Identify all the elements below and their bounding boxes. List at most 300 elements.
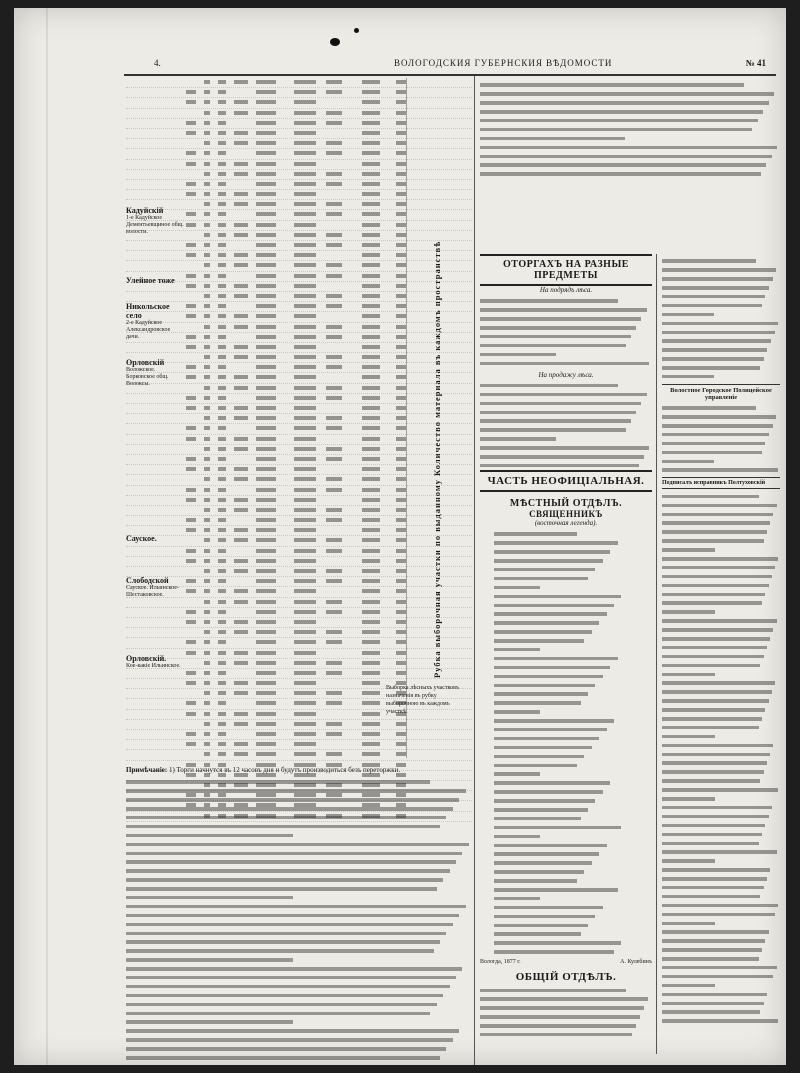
table-cell-print: [218, 274, 226, 278]
table-cell-print: [326, 111, 342, 115]
inner-column-divider: [656, 254, 657, 1054]
table-cell-print: [396, 742, 406, 746]
table-cell-print: [396, 100, 406, 104]
table-cell-print: [326, 549, 342, 553]
table-cell-print: [234, 80, 248, 84]
table-cell-print: [204, 579, 210, 583]
entity-label-5: Сауское.: [126, 534, 157, 543]
table-cell-print: [294, 406, 316, 410]
table-cell-print: [234, 630, 248, 634]
print-line: [480, 1024, 636, 1028]
table-cell-print: [294, 345, 316, 349]
table-cell-print: [218, 447, 226, 451]
table-cell-print: [294, 447, 316, 451]
side-column: [662, 254, 780, 1028]
table-cell-print: [256, 131, 276, 135]
table-cell-print: [218, 528, 226, 532]
table-cell-print: [362, 325, 380, 329]
print-line: [662, 975, 773, 979]
print-line: [662, 322, 778, 326]
print-line: [662, 601, 762, 605]
table-cell-print: [234, 447, 248, 451]
table-cell-print: [204, 640, 210, 644]
print-line: [494, 692, 588, 696]
table-cell-print: [362, 223, 380, 227]
table-cell-print: [204, 263, 210, 267]
print-line: [480, 163, 766, 167]
print-line: [494, 941, 621, 945]
table-cell-print: [396, 457, 406, 461]
table-row: [126, 608, 472, 618]
print-line: [662, 904, 778, 908]
print-line: [662, 584, 769, 588]
table-cell-print: [186, 100, 196, 104]
table-cell-print: [256, 396, 276, 400]
table-cell-print: [204, 233, 210, 237]
table-row: [126, 149, 472, 159]
table-cell-print: [294, 141, 316, 145]
table-cell-print: [186, 212, 196, 216]
table-cell-print: [234, 600, 248, 604]
table-cell-print: [396, 488, 406, 492]
table-cell-print: [294, 498, 316, 502]
table-cell-print: [186, 192, 196, 196]
table-cell-print: [234, 284, 248, 288]
table-cell-print: [204, 722, 210, 726]
table-cell-print: [362, 162, 380, 166]
table-cell-print: [294, 732, 316, 736]
side-text-2: [662, 406, 780, 472]
print-line: [494, 612, 607, 616]
table-cell-print: [204, 223, 210, 227]
table-cell-print: [256, 284, 276, 288]
table-cell-print: [256, 630, 276, 634]
table-cell-print: [204, 274, 210, 278]
table-cell-print: [294, 263, 316, 267]
table-cell-print: [218, 121, 226, 125]
table-cell-print: [204, 447, 210, 451]
table-cell-print: [396, 447, 406, 451]
table-row: [126, 109, 472, 119]
table-cell-print: [326, 538, 342, 542]
print-line: [126, 860, 456, 864]
table-cell-print: [218, 355, 226, 359]
table-cell-print: [218, 610, 226, 614]
table-cell-print: [326, 752, 342, 756]
print-line: [662, 859, 715, 863]
table-cell-print: [204, 284, 210, 288]
table-cell-print: [396, 151, 406, 155]
table-cell-print: [204, 732, 210, 736]
table-cell-print: [256, 488, 276, 492]
table-cell-print: [362, 538, 380, 542]
table-cell-print: [362, 742, 380, 746]
table-cell-print: [396, 345, 406, 349]
table-cell-print: [204, 712, 210, 716]
print-line: [494, 817, 581, 821]
print-line: [662, 566, 775, 570]
table-cell-print: [256, 498, 276, 502]
table-cell-print: [326, 263, 342, 267]
table-cell-print: [256, 477, 276, 481]
table-cell-print: [256, 111, 276, 115]
table-cell-print: [218, 263, 226, 267]
table-cell-print: [234, 691, 248, 695]
table-cell-print: [204, 538, 210, 542]
print-line: [494, 924, 588, 928]
unofficial-section: [480, 470, 652, 1042]
newspaper-title: ВОЛОГОДСКИЯ ГУБЕРНСКИЯ ВѢДОМОСТИ: [394, 58, 613, 68]
table-cell-print: [186, 375, 196, 379]
table-cell-print: [396, 192, 406, 196]
table-cell-print: [186, 610, 196, 614]
table-cell-print: [294, 701, 316, 705]
table-cell-print: [362, 498, 380, 502]
table-cell-print: [218, 284, 226, 288]
table-cell-print: [294, 589, 316, 593]
print-line: [480, 402, 641, 406]
table-cell-print: [186, 335, 196, 339]
print-line: [662, 797, 715, 801]
torgi-heading: ОТОРГАХЪ НА РАЗНЫЕ ПРЕДМЕТЫ: [480, 254, 652, 286]
print-line: [662, 735, 715, 739]
table-row: [126, 394, 472, 404]
table-cell-print: [256, 600, 276, 604]
print-line: [494, 915, 595, 919]
table-cell-print: [326, 600, 342, 604]
table-row: [126, 598, 472, 608]
table-cell-print: [294, 121, 316, 125]
table-row: [126, 292, 472, 302]
table-cell-print: [186, 406, 196, 410]
table-cell-print: [256, 406, 276, 410]
table-cell-print: [326, 355, 342, 359]
table-cell-print: [256, 651, 276, 655]
table-row: [126, 139, 472, 149]
table-row: [126, 628, 472, 638]
table-cell-print: [326, 386, 342, 390]
table-cell-print: [362, 253, 380, 257]
print-line: [480, 997, 648, 1001]
print-line: [494, 728, 607, 732]
table-cell-print: [362, 111, 380, 115]
table-cell-print: [204, 253, 210, 257]
table-cell-print: [234, 651, 248, 655]
table-cell-print: [204, 457, 210, 461]
print-line: [494, 666, 610, 670]
table-cell-print: [326, 508, 342, 512]
table-cell-print: [362, 80, 380, 84]
print-line: [126, 825, 440, 829]
print-line: [662, 548, 715, 552]
torgi-text-2: [480, 384, 652, 468]
table-cell-print: [256, 661, 276, 665]
table-cell-print: [234, 253, 248, 257]
print-line: [662, 259, 756, 263]
table-cell-print: [256, 294, 276, 298]
table-cell-print: [326, 701, 342, 705]
table-cell-print: [218, 375, 226, 379]
table-cell-print: [294, 233, 316, 237]
table-cell-print: [362, 151, 380, 155]
table-cell-print: [256, 640, 276, 644]
table-cell-print: [204, 406, 210, 410]
table-cell-print: [326, 90, 342, 94]
table-cell-print: [234, 263, 248, 267]
table-cell-print: [186, 121, 196, 125]
print-line: [480, 326, 636, 330]
table-cell-print: [396, 559, 406, 563]
table-cell-print: [326, 335, 342, 339]
table-cell-print: [186, 223, 196, 227]
table-cell-print: [294, 722, 316, 726]
table-cell-print: [326, 325, 342, 329]
table-cell-print: [186, 345, 196, 349]
table-cell-print: [204, 294, 210, 298]
table-row: [126, 261, 472, 271]
table-cell-print: [218, 691, 226, 695]
print-line: [480, 146, 777, 150]
table-cell-print: [294, 681, 316, 685]
table-cell-print: [396, 365, 406, 369]
print-line: [126, 1029, 459, 1033]
table-cell-print: [396, 243, 406, 247]
table-cell-print: [326, 172, 342, 176]
table-cell-print: [326, 579, 342, 583]
table-cell-print: [204, 559, 210, 563]
table-cell-print: [362, 90, 380, 94]
print-line: [480, 101, 769, 105]
print-line: [480, 989, 626, 993]
table-cell-print: [204, 325, 210, 329]
table-cell-print: [204, 151, 210, 155]
table-cell-print: [362, 589, 380, 593]
print-line: [662, 357, 764, 361]
poem-date: Вологда, 1877 г.: [480, 959, 521, 966]
table-cell-print: [204, 172, 210, 176]
table-cell-print: [362, 681, 380, 685]
table-cell-print: [326, 80, 342, 84]
table-cell-print: [186, 651, 196, 655]
table-cell-print: [256, 508, 276, 512]
table-cell-print: [396, 671, 406, 675]
table-cell-print: [218, 651, 226, 655]
header-rule: [124, 74, 776, 76]
table-cell-print: [362, 508, 380, 512]
page-number: 4.: [154, 58, 161, 68]
print-line: [126, 789, 466, 793]
table-cell-print: [234, 345, 248, 349]
table-cell-print: [294, 182, 316, 186]
table-cell-print: [294, 528, 316, 532]
table-cell-print: [326, 569, 342, 573]
table-cell-print: [218, 416, 226, 420]
table-cell-print: [218, 640, 226, 644]
print-line: [662, 619, 777, 623]
table-cell-print: [234, 386, 248, 390]
table-row: [126, 98, 472, 108]
table-cell-print: [204, 437, 210, 441]
table-row: [126, 740, 472, 750]
table-cell-print: [234, 528, 248, 532]
table-cell-print: [186, 589, 196, 593]
table-cell-print: [186, 182, 196, 186]
table-cell-print: [294, 304, 316, 308]
table-cell-print: [294, 538, 316, 542]
table-cell-print: [204, 416, 210, 420]
poem-text: [480, 532, 652, 953]
table-cell-print: [256, 437, 276, 441]
table-cell-print: [204, 314, 210, 318]
notes-text: [126, 780, 472, 1059]
table-cell-print: [294, 100, 316, 104]
table-cell-print: [396, 284, 406, 288]
table-cell-print: [204, 375, 210, 379]
side-text-3: [662, 495, 780, 1023]
general-dept-heading: ОБЩІЙ ОТДѢЛЪ.: [515, 971, 617, 984]
table-cell-print: [234, 620, 248, 624]
table-cell-print: [396, 549, 406, 553]
table-cell-print: [204, 691, 210, 695]
table-cell-print: [326, 416, 342, 420]
table-cell-print: [218, 437, 226, 441]
table-cell-print: [326, 274, 342, 278]
print-line: [662, 339, 771, 343]
table-cell-print: [396, 386, 406, 390]
table-cell-print: [326, 447, 342, 451]
table-cell-print: [204, 131, 210, 135]
table-row: [126, 486, 472, 496]
table-cell-print: [186, 437, 196, 441]
table-cell-print: [396, 477, 406, 481]
table-cell-print: [186, 467, 196, 471]
table-cell-print: [234, 294, 248, 298]
print-line: [480, 393, 647, 397]
print-line: [662, 530, 767, 534]
table-cell-print: [256, 263, 276, 267]
print-line: [662, 655, 764, 659]
table-cell-print: [186, 498, 196, 502]
entity-label-7: Орловскій. Кое-какіе Ильинское.: [126, 654, 181, 669]
table-cell-print: [256, 304, 276, 308]
table-cell-print: [204, 365, 210, 369]
table-row: [126, 251, 472, 261]
table-cell-print: [218, 325, 226, 329]
print-line: [662, 1010, 760, 1014]
table-cell-print: [256, 233, 276, 237]
print-line: [662, 806, 772, 810]
table-cell-print: [218, 457, 226, 461]
table-cell-print: [256, 325, 276, 329]
print-line: [662, 815, 769, 819]
table-row: [126, 424, 472, 434]
table-cell-print: [294, 325, 316, 329]
print-line: [126, 1003, 437, 1007]
print-line: [662, 277, 773, 281]
table-cell-print: [234, 355, 248, 359]
table-cell-print: [396, 752, 406, 756]
print-line: [494, 701, 581, 705]
print-line: [126, 940, 440, 944]
table-cell-print: [218, 111, 226, 115]
table-cell-print: [362, 375, 380, 379]
table-cell-print: [204, 111, 210, 115]
notes-block: [126, 766, 472, 1065]
table-cell-print: [294, 508, 316, 512]
notes-label: Примѣчаніе:: [126, 766, 168, 774]
table-cell-print: [326, 233, 342, 237]
table-cell-print: [218, 701, 226, 705]
table-cell-print: [256, 712, 276, 716]
print-line: [662, 788, 778, 792]
print-line: [662, 433, 769, 437]
table-cell-print: [362, 335, 380, 339]
print-line: [662, 842, 759, 846]
print-line: [126, 976, 456, 980]
table-cell-print: [256, 151, 276, 155]
table-cell-print: [186, 243, 196, 247]
table-cell-print: [256, 121, 276, 125]
table-cell-print: [396, 304, 406, 308]
table-cell-print: [256, 416, 276, 420]
table-cell-print: [362, 569, 380, 573]
table-cell-print: [396, 335, 406, 339]
print-line: [494, 639, 584, 643]
print-line: [494, 755, 584, 759]
table-cell-print: [362, 712, 380, 716]
print-line: [494, 595, 621, 599]
table-cell-print: [326, 243, 342, 247]
table-row: [126, 445, 472, 455]
print-line: [494, 604, 614, 608]
table-cell-print: [396, 579, 406, 583]
table-row: [126, 720, 472, 730]
table-cell-print: [204, 426, 210, 430]
print-line: [494, 835, 540, 839]
table-cell-print: [362, 732, 380, 736]
print-line: [662, 726, 759, 730]
table-cell-print: [362, 518, 380, 522]
table-cell-print: [204, 681, 210, 685]
table-cell-print: [294, 355, 316, 359]
table-cell-print: [294, 518, 316, 522]
print-line: [480, 110, 763, 114]
table-cell-print: [396, 202, 406, 206]
table-cell-print: [218, 712, 226, 716]
local-dept-heading: МѢСТНЫЙ ОТДѢЛЪ.: [509, 498, 623, 509]
general-dept-text: [480, 989, 652, 1037]
table-cell-print: [234, 742, 248, 746]
table-cell-print: [256, 172, 276, 176]
print-line: [662, 690, 772, 694]
table-cell-print: [256, 345, 276, 349]
table-cell-print: [396, 253, 406, 257]
print-line: [494, 932, 581, 936]
table-cell-print: [218, 365, 226, 369]
print-line: [494, 897, 540, 901]
print-line: [494, 950, 614, 954]
torgi-section: [480, 254, 652, 473]
table-row: [126, 404, 472, 414]
print-line: [494, 888, 618, 892]
table-cell-print: [294, 131, 316, 135]
table-cell-print: [204, 528, 210, 532]
table-cell-print: [218, 304, 226, 308]
table-cell-print: [256, 610, 276, 614]
table-cell-print: [294, 752, 316, 756]
table-cell-print: [326, 630, 342, 634]
print-line: [662, 850, 777, 854]
